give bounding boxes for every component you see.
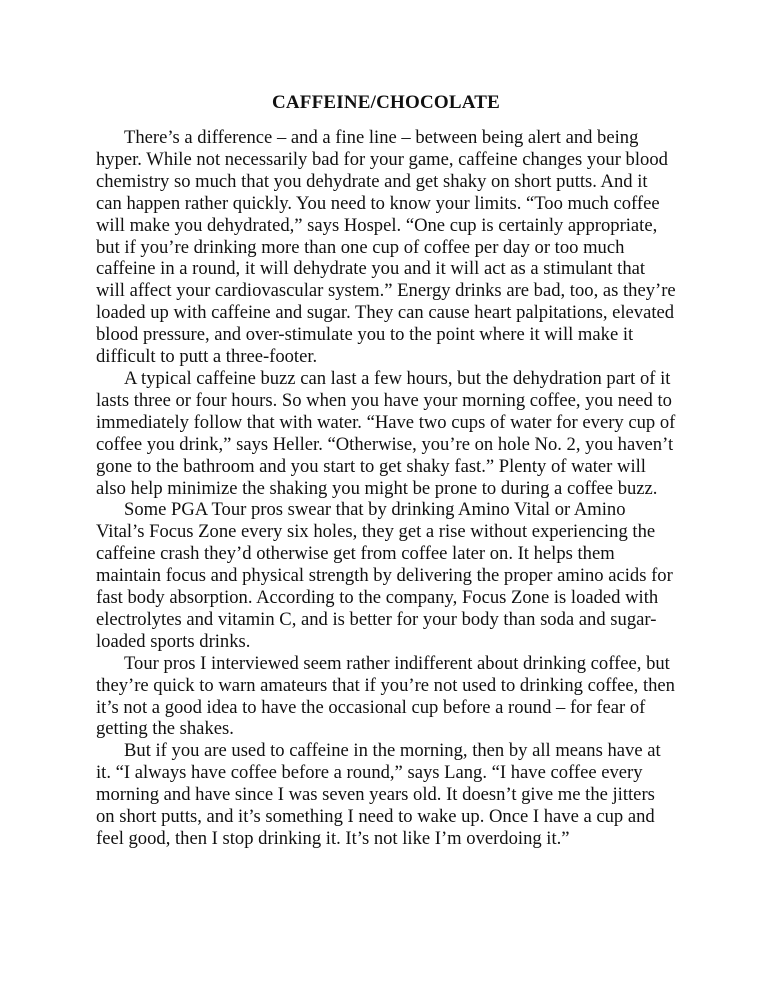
paragraph-4: Tour pros I interviewed seem rather indifferent about drinking coffee, but they’re quick to warn amateurs that if you’re not used to drinking coffee, then it’s not a good idea to have the occasional cup before a round – for fear of getting the shakes.	[96, 652, 675, 740]
paragraph-5: But if you are used to caffeine in the morning, then by all means have at it. “I always have coffee before a round,” says Lang. “I have coffee every morning and have since I was seven years old. It doesn’t give me the jitters on short putts, and it’s something I need to wake up. Once I have a cup and feel good, then I stop drinking it. It’s not like I’m overdoing it.”	[96, 740, 661, 849]
paragraph-2: A typical caffeine buzz can last a few hours, but the dehydration part of it lasts three or four hours. So when you have your morning coffee, you need to immediately follow that with water. “Have two cups of water for every cup of coffee you drink,” says Heller. “Otherwise, you’re on hole No. 2, you haven’t gone to the bathroom and you start to get shaky fast.” Plenty of water will also help minimize the shaking you might be prone to during a coffee buzz.	[96, 367, 676, 499]
paragraph-1: There’s a difference – and a fine line – between being alert and being hyper. While not necessarily bad for your game, caffeine changes your blood chemistry so much that you dehydrate and get shaky on short putts. And it can happen rather quickly. You need to know your limits. “Too much coffee will make you dehydrated,” says Hospel. “One cup is certainly appropriate, but if you’re drinking more than one cup of coffee per day or too much caffeine in a round, it will dehydrate you and it will act as a stimulant that will affect your cardiovascular system.” Energy drinks are bad, too, as they’re loaded up with caffeine and sugar. They can cause heart palpitations, elevated blood pressure, and over-stimulate you to the point where it will make it difficult to putt a three-footer.	[96, 127, 676, 368]
paragraph-3: Some PGA Tour pros swear that by drinking Amino Vital or Amino Vital’s Focus Zone every six holes, they get a rise without experiencing the caffeine crash they’d otherwise get from coffee later on. It helps them maintain focus and physical strength by delivering the proper amino acids for fast body absorption. According to the company, Focus Zone is loaded with electrolytes and vitamin C, and is better for your body than soda and sugar-loaded sports drinks.	[96, 499, 673, 652]
section-title: CAFFEINE/CHOCOLATE	[271, 92, 501, 113]
document-page	[96, 90, 676, 850]
